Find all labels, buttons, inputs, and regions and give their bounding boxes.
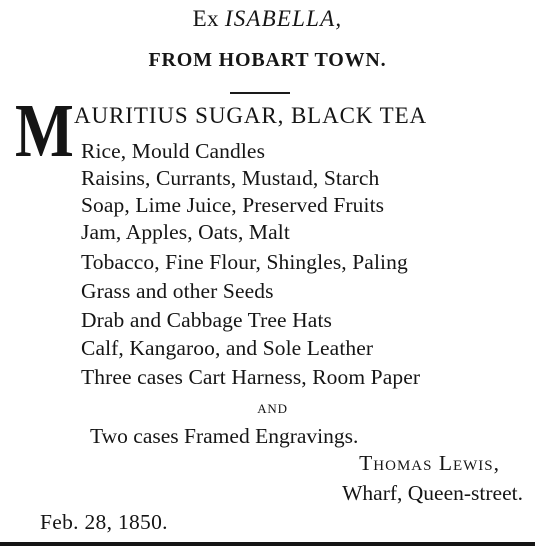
advert-item: Tobacco, Fine Flour, Shingles, Paling — [81, 250, 408, 274]
advert-item: Raisins, Currants, Mustaıd, Starch — [81, 166, 380, 190]
advert-last-item: Two cases Framed Engravings. — [90, 424, 359, 448]
merchant-address: Wharf, Queen-street. — [342, 481, 523, 505]
advert-item: Calf, Kangaroo, and Sole Leather — [81, 336, 374, 360]
short-divider — [230, 92, 290, 94]
advert-item: Grass and other Seeds — [81, 279, 274, 303]
advert-item: Rice, Mould Candles — [81, 139, 266, 163]
advert-item: Jam, Apples, Oats, Malt — [81, 220, 290, 244]
heading-prefix: Ex — [192, 6, 219, 31]
conjunction-and: AND — [257, 401, 288, 416]
advert-item: Soap, Lime Juice, Preserved Fruits — [81, 193, 385, 217]
heading-origin: FROM HOBART TOWN. — [148, 49, 387, 71]
ship-name: ISABELLA, — [224, 6, 343, 31]
merchant-name: Thomas Lewis, — [359, 451, 500, 475]
advert-item: Drab and Cabbage Tree Hats — [81, 308, 332, 332]
drop-cap: M — [15, 89, 74, 173]
advert-first-line: AURITIUS SUGAR, BLACK TEA — [74, 103, 428, 128]
heading-ship — [0, 6, 535, 32]
advert-item: Three cases Cart Harness, Room Paper — [81, 365, 421, 389]
bottom-divider — [0, 542, 535, 546]
advert-date: Feb. 28, 1850. — [40, 510, 168, 534]
